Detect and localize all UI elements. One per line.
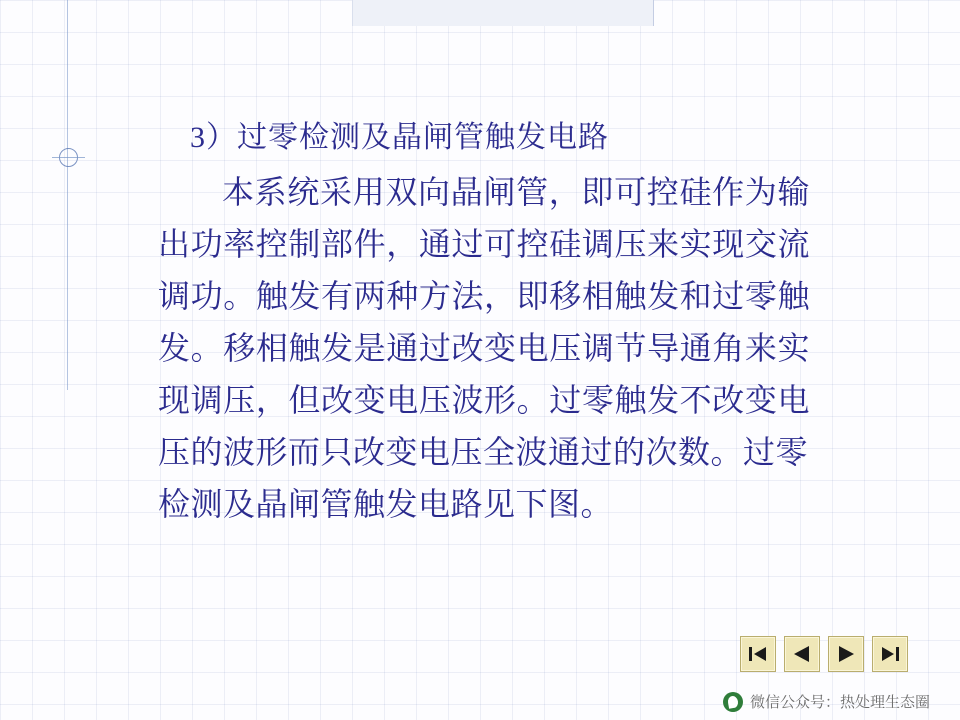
- slide-body-last-line: 检测及晶闸管触发电路见下图。: [158, 486, 614, 522]
- last-slide-button[interactable]: [872, 636, 908, 672]
- slide-body-text: 本系统采用双向晶闸管，即可控硅作为输出功率控制部件，通过可控硅调压来实现交流调功。触发有两种方法，即移相触发和过零触发。移相触发是通过改变电压调节导通角来实现调压，但改变电压波形。过零触发不改变电压的波形而只改变电压全波通过的次数。过零: [158, 174, 810, 470]
- previous-slide-button[interactable]: [784, 636, 820, 672]
- next-slide-button[interactable]: [828, 636, 864, 672]
- first-slide-button[interactable]: [740, 636, 776, 672]
- wechat-leaf-logo-icon: [723, 692, 743, 712]
- slide-heading: 3）过零检测及晶闸管触发电路: [190, 121, 609, 154]
- slide-body-paragraph: [158, 166, 810, 530]
- watermark-text: 微信公众号：热处理生态圈: [749, 694, 930, 711]
- slide-navigation-bar: [740, 636, 908, 672]
- watermark: [723, 691, 930, 712]
